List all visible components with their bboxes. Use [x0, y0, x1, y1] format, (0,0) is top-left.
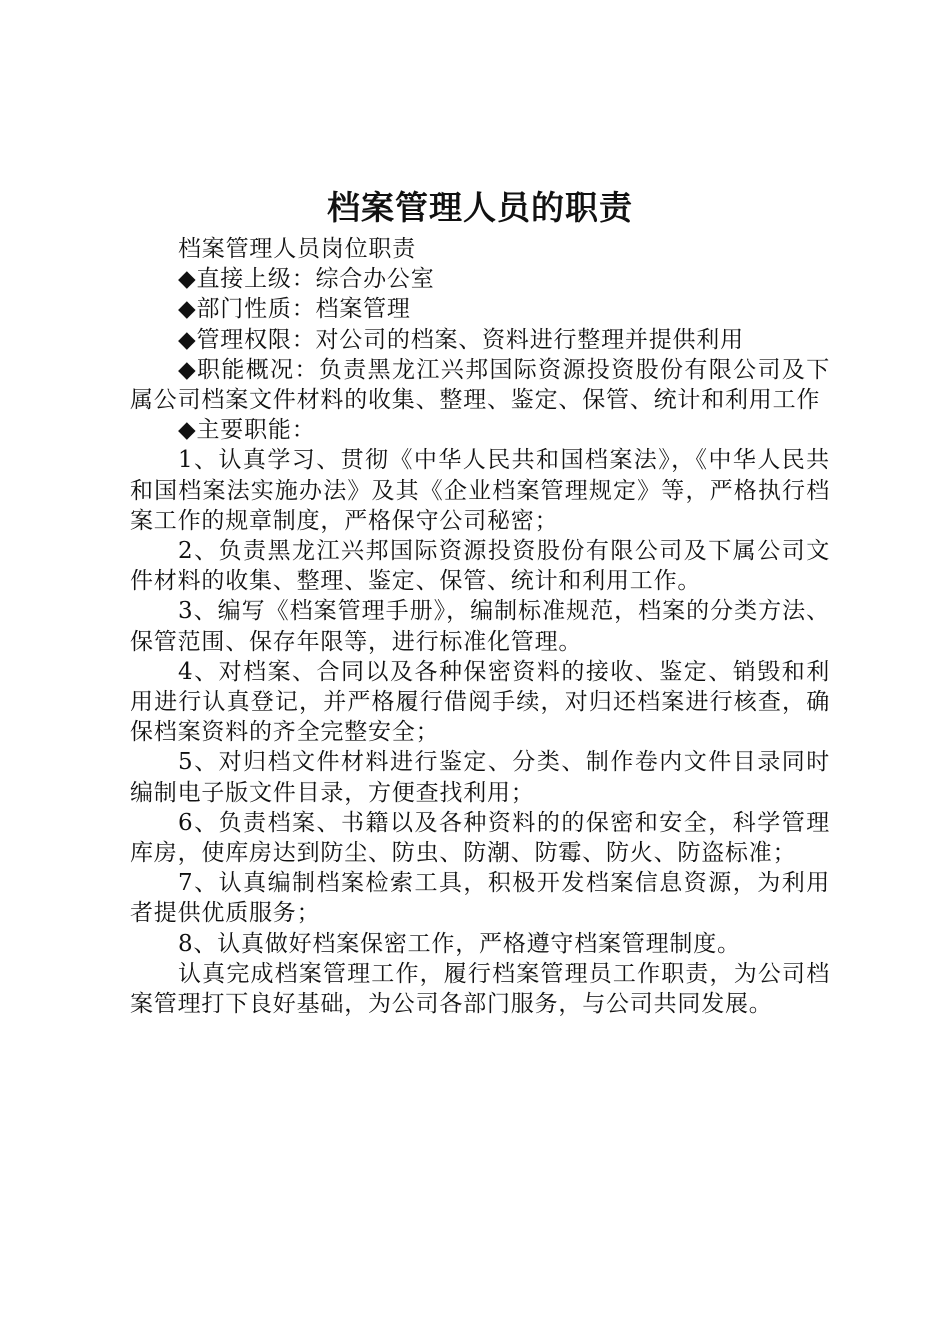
duty-item-4: 4、对档案、合同以及各种保密资料的接收、鉴定、销毁和利用进行认真登记，并严格履行借阅手续，对归还档案进行核查，确保档案资料的齐全完整安全； [130, 658, 830, 746]
paragraph-department: ◆部门性质：档案管理 [178, 296, 411, 323]
duty-item-3: 3、编写《档案管理手册》，编制标准规范，档案的分类方法、保管范围、保存年限等，进行标准化管理。 [130, 598, 830, 655]
document-title: 档案管理人员的职责 [327, 188, 633, 227]
duty-item-2: 2、负责黑龙江兴邦国际资源投资股份有限公司及下属公司文件材料的收集、整理、鉴定、保管、统计和利用工作。 [130, 538, 830, 595]
document-body [130, 234, 830, 1019]
paragraph-main-functions: ◆主要职能： [178, 417, 316, 444]
document-page [130, 186, 830, 1019]
duty-item-6: 6、负责档案、书籍以及各种资料的的保密和安全，科学管理库房，使库房达到防尘、防虫、防潮、防霉、防火、防盗标准； [130, 809, 830, 867]
duty-item-1: 1、认真学习、贯彻《中华人民共和国档案法》，《中华人民共和国档案法实施办法》及其《企业档案管理规定》等，严格执行档案工作的规章制度，严格保守公司秘密； [130, 447, 830, 534]
duty-item-5: 5、对归档文件材料进行鉴定、分类、制作卷内文件目录同时编制电子版文件目录，方便查找利用； [130, 749, 830, 806]
paragraph-heading: 档案管理人员岗位职责 [178, 236, 416, 262]
paragraph-authority: ◆管理权限：对公司的档案、资料进行整理并提供利用 [178, 326, 744, 353]
paragraph-supervisor: ◆直接上级：综合办公室 [178, 266, 435, 293]
duty-item-8: 8、认真做好档案保密工作，严格遵守档案管理制度。 [178, 930, 741, 957]
paragraph-overview: ◆职能概况：负责黑龙江兴邦国际资源投资股份有限公司及下属公司档案文件材料的收集、整理、鉴定、保管、统计和利用工作 [130, 356, 830, 414]
duty-item-7: 7、认真编制档案检索工具，积极开发档案信息资源，为利用者提供优质服务； [130, 870, 830, 927]
closing-paragraph: 认真完成档案管理工作，履行档案管理员工作职责，为公司档案管理打下良好基础，为公司各部门服务，与公司共同发展。 [130, 960, 830, 1018]
